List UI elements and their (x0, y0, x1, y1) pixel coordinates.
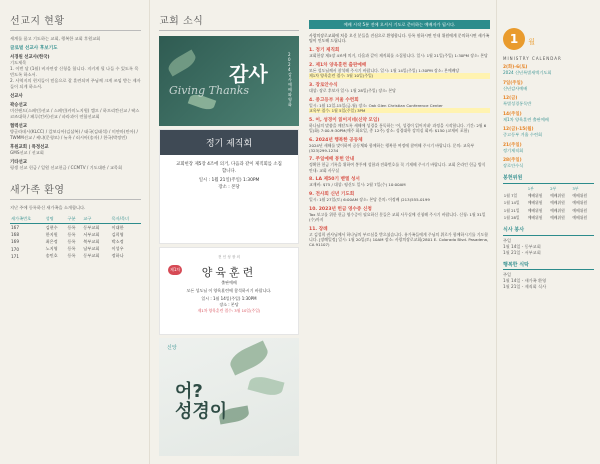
meal-row: 1월 21일 - 서부교회 (503, 249, 541, 255)
table-cell: 서부교회 (83, 231, 100, 237)
mission-entry-body: 1. 이번 달 (1월) 비자연장 신청을 합니다. 지키게 될 나들 수 있도록 목 빈도록 하소서. (10, 66, 139, 77)
announce-item-body: 대상: 장로 후보자 일시: 1월 28일(주일) 장소: 본당 (309, 88, 396, 94)
announce-item-title: 6. 2024년 행복한 공동체 (309, 137, 363, 143)
meal-row: 1월 14일 - 동부교회 (503, 243, 541, 249)
divider (159, 30, 299, 31)
table-cell: 171 (11, 253, 19, 259)
announce-item-title: 1. 정기 제직회 (309, 48, 340, 54)
divider (10, 199, 141, 200)
table-cell: 167 (11, 225, 19, 231)
bible-q2: 성경이 (175, 401, 228, 422)
table-cell: 예배위원 (527, 193, 543, 199)
announce-item (309, 226, 490, 248)
table-cell: 예배위원 (527, 200, 543, 206)
announce-item-body: 교회헌장 제5장 4조에 의거, 다음과 같이 제직회를 소집합니다. 일시: 1월 21일(주일) 1:30PM 장소: 본당 (309, 53, 488, 59)
table-cell: 예배위원 (572, 207, 588, 213)
worship-reminder: 예배 시작 5분 전에 오셔서 기도로 준비하는 예배자가 됩시다. (309, 20, 490, 29)
newcomers-table (10, 215, 141, 260)
announce-item (309, 97, 490, 113)
calendar-item (503, 157, 594, 169)
newcomers-col-header: 성명 (45, 215, 67, 224)
mission-column (0, 0, 150, 464)
calendar-event: 특별성경통독반 (503, 101, 532, 106)
table-cell: 예배위원 (572, 193, 588, 199)
calendar-item (503, 126, 594, 138)
calendar-event: 2024 신년특별새벽기도회 (503, 70, 552, 75)
announce-intro: 사랑의장로교회에 처음 오신 분들을 진심으로 환영합니다. 등록 원하시면 안내 위원에게 문의하시면 새가족 팀이 인도해 드립니다. (309, 33, 490, 44)
mission-entry-head: 서경원 선교사(한국) (10, 55, 50, 60)
council-banner[interactable] (159, 129, 299, 244)
table-cell: 이성우 (111, 246, 124, 252)
service-col-header: 2부 (550, 186, 557, 192)
announce-item-note: 제1차 양육훈련 접수: 3월 10일(주일) (309, 73, 490, 78)
service-title: 봉헌위원 (503, 174, 594, 184)
announce-item-body: 모든 성도님께서 참석해 주시기 바랍니다. 일시: 1월 14일(주일) 1:30PM 장소: 본예배당 (309, 68, 460, 74)
table-cell: 예배위원 (550, 214, 565, 220)
announce-item (309, 191, 490, 202)
meal-sub: 주일 (503, 237, 512, 243)
calendar-item (503, 111, 594, 123)
thanksgiving-banner[interactable] (159, 36, 299, 126)
council-place: 장소 : 본당 (218, 185, 240, 190)
table-cell: 정하나 (111, 253, 124, 259)
announce-item-title: 11. 장례 (309, 226, 328, 232)
calendar-items (503, 64, 594, 169)
announce-item-title: 7. 주일예배 봉헌 안내 (309, 157, 355, 163)
announce-item-title: 2. 제1차 양육훈련 출판예배 (309, 63, 367, 69)
calendar-date: 2(화)-6(토) (503, 65, 528, 70)
table-cell: 예배위원 (527, 207, 543, 213)
calendar-date: 28(주일) (503, 158, 522, 163)
announce-item (309, 206, 490, 222)
table-cell: 1월 28일 (503, 214, 520, 220)
announce-item (309, 176, 490, 187)
month-header (503, 28, 594, 50)
announce-item (309, 137, 490, 153)
mission-entry-body: 기도제목 (10, 60, 27, 65)
announce-item-title: 9. 전사회 신년 기도회 (309, 192, 355, 198)
table-cell: 등록 (67, 253, 76, 259)
announce-item-body: 고 김성희 권사님께서 하나님의 부르심을 받으셨습니다. 유가족들에게 주님의 위로가 함께하시기를 기도합니다. [장례일정] 일시: 1월 20일(토) 10AM 장소: 사랑의장로교회(2801 E. Colorado Blvd. Pasadena, CA 91107) (309, 231, 489, 248)
service-col-header: 3부 (572, 186, 579, 192)
thanksgiving-main: 감사 (229, 62, 268, 86)
training-deadline: 제1차 양육훈련 접수: 3월 10일(주일) (197, 308, 261, 313)
mission-subtitle: 글로벌 선교사 후보기도 (10, 46, 58, 51)
happy-rows (503, 278, 594, 290)
bible-q1: 어? (175, 381, 203, 402)
table-cell: 송민호 (45, 253, 58, 259)
happy-row: 1월 21일 - 제직회 식사 (503, 284, 547, 290)
mission-entry-head: 선교사 (10, 94, 23, 99)
mission-entry-head: 기타선교 (10, 160, 27, 165)
table-row (10, 224, 141, 232)
calendar-event: 정기제직회 (503, 147, 524, 153)
announce-item (309, 47, 490, 58)
calendar-item (503, 95, 594, 107)
training-pill: 제1차 (168, 265, 182, 275)
announce-item-body: 정확한 헌금 기록을 위하여 봉투에 성함과 전화번호를 꼭 기재해 주시기 바랍니다. 교회 온라인 헌금 방식 안내: 교회 사무실 (309, 162, 486, 173)
table-cell: 이대한 (111, 224, 124, 230)
announce-item-body: 2024년 새해를 맞이하여 공동체와 함께하는 행복한 여정에 참여해 주시기 바랍니다. 문의: 교육부 (323)299-1234 (309, 142, 475, 153)
table-cell: 등록 (67, 231, 76, 237)
table-cell: 예배위원 (527, 214, 543, 220)
table-cell: 예배위원 (550, 200, 565, 206)
bible-question (175, 382, 227, 422)
table-cell: 예배위원 (572, 200, 588, 206)
mission-intro: 세계를 품고 기도하는 교회, 행복한 교회 후원교회 (10, 36, 101, 41)
leaf-decoration (248, 374, 285, 398)
training-place: 장소 : 본당 (219, 302, 239, 307)
table-cell: 등록 (67, 246, 76, 252)
announce-item (309, 62, 490, 78)
calendar-date: 21(주일) (503, 142, 522, 148)
training-title: 양육훈련 (201, 266, 257, 279)
announce-items (309, 47, 490, 247)
leaf-decoration (166, 49, 199, 76)
training-banner[interactable] (159, 247, 299, 335)
meal-rows (503, 244, 594, 256)
announce-item-body: 일시: 1월 27일(토) 6:00AM 장소: 본당 문의: 이정배 (213)555-0199 (309, 197, 430, 203)
table-cell: 170 (11, 246, 19, 252)
calendar-heading: MINISTRY CALENDAR (503, 56, 562, 61)
table-cell: 남부교회 (83, 246, 100, 252)
happy-title: 행복한 식탁 (503, 261, 594, 271)
mission-entry-head: 협력선교 (10, 124, 27, 129)
news-column (151, 0, 303, 464)
mission-entry-body: 미션랜드(스페인)선교 / 스페인(카미노지원) 캠프 / 하프리칸선교 / 팍스코즈대학 / 페루(킨카)선교 / 파라과이 연합선교회 (10, 108, 140, 119)
table-cell: 김현수 (45, 224, 58, 230)
mission-entry-body: 방글라데시(KLCC) / 캄보디아(김삼복) / 태국(김태석) / 미얀마(민아) / TWMM선교 / 케냐(문형모) / 뉴욕 / 러시아(송자) / 한국(박정민) (10, 129, 138, 140)
newcomers-intro: 지난 주에 등록하신 새가족을 소개합니다. (10, 205, 86, 210)
table-row (10, 231, 141, 238)
council-title: 정기 제직회 (160, 130, 298, 155)
calendar-date: 12(금)-15(월) (503, 127, 534, 132)
training-body: 모든 성도님 이 양육훈련에 참석하시기 바랍니다. (186, 288, 272, 293)
council-body: 교회헌장 제5장 4조에 의거, 다음과 같이 제직회를 소집합니다. (176, 162, 282, 174)
calendar-event: 중고등부 겨울 수련회 (503, 132, 543, 137)
month-number: 1 (503, 28, 525, 50)
table-cell: 한지원 (45, 231, 58, 237)
table-cell: 예배위원 (550, 207, 565, 213)
announce-item-body: 일시: 1월 12일-15일(금-월) 장소: Oak Glen Christian Conference Center (309, 102, 443, 108)
mission-entry-head: 곽승선교 (10, 103, 27, 108)
newcomers-title: 새가족 환영 (10, 185, 65, 196)
table-cell: 등록 (67, 238, 76, 244)
table-cell: 예배위원 (550, 193, 565, 199)
divider (10, 30, 141, 31)
announce-item-title: 4. 중고등부 겨울 수련회 (309, 97, 359, 103)
table-row (503, 200, 594, 207)
mission-entry-body: GMS선교 / 선교회 (10, 150, 44, 155)
calendar-event: 제1차 양육훈련 출판예배 (503, 116, 549, 122)
council-date: 일시 : 1월 21일(주일) 1:30PM (198, 178, 260, 183)
table-cell: 168 (11, 232, 19, 238)
mission-title: 선교지 현황 (10, 16, 65, 27)
table-row (10, 238, 141, 245)
table-cell: 등록 (67, 224, 76, 230)
table-cell: 동부교회 (83, 253, 100, 259)
mission-entry-body: 평생 선교 헌금 / 일원 선교헌금 / CCMTV / 기도대관 / 교목회 (10, 165, 123, 170)
table-cell: 박소정 (111, 238, 124, 244)
calendar-item (503, 80, 594, 92)
announcements-column (303, 0, 496, 464)
table-cell: 김희영 (111, 231, 124, 237)
meal-title: 식사 봉사 (503, 226, 594, 236)
newcomers-col-header: 새가족번호 (10, 215, 45, 224)
calendar-item (503, 64, 594, 76)
table-cell: 1월 14일 (503, 200, 520, 206)
table-cell: 예배위원 (572, 214, 588, 220)
thanksgiving-english: Giving Thanks (169, 84, 250, 97)
table-row (503, 193, 594, 200)
calendar-date: 14(주일) (503, 111, 522, 117)
table-cell: 1월 7일 (503, 193, 518, 199)
table-cell: 1월 21일 (503, 207, 520, 213)
happy-row: 1월 14일 - 새가족 환영 (503, 278, 547, 284)
calendar-event: 장로안수식 (503, 163, 524, 168)
announce-item (309, 156, 490, 172)
announce-item-title: 5. 어, 성경이 읽어지네(신약 모임) (309, 117, 380, 123)
mission-entry-body: 2. 사역지의 현지들이 믿음으로 잘 훈련되며 주님께 크게 쓰임 받는 제자들이 되게 하소서. (10, 78, 141, 89)
newcomers-col-header: 교구 (82, 215, 110, 224)
announce-item (309, 82, 490, 93)
calendar-event: 신년감사예배 (503, 85, 528, 91)
table-row (503, 214, 594, 221)
table-row (10, 246, 141, 253)
table-cell: 169 (11, 239, 19, 245)
mission-entry-head: 후원교회 | 특정선교 (10, 145, 49, 150)
announce-item-body: Tax 보고를 위한 헌금 영수증이 필요하신 분들은 교회 사무실에 신청해 주시기 바랍니다. 신청: 1월 31일(수)까지 (309, 211, 486, 222)
calendar-date: 12(금) (503, 96, 518, 101)
calendar-column (496, 0, 600, 464)
table-cell: 동부교회 (83, 224, 100, 230)
newcomers-col-header: 구분 (67, 215, 83, 224)
announce-item-title: 3. 장로안수식 (309, 83, 338, 89)
table-cell: 최은정 (45, 238, 58, 244)
announce-item-body: 교재비: $75 / 대상: 평신도 일시: 2월 7일(수) 10:00AM (309, 182, 406, 188)
table-row (503, 207, 594, 214)
training-date: 일시 : 1월 14일(주일) 1:30PM (201, 296, 257, 301)
bible-label: 신앙 (167, 345, 177, 351)
training-note: 출판예배 (221, 280, 237, 285)
calendar-date: 7일(주일) (503, 80, 523, 86)
month-label: 월 (528, 38, 536, 46)
newcomers-col-header: 목자/목녀 (111, 215, 142, 224)
service-col-header (503, 186, 527, 193)
training-sub: 전 인 성 장 의 (218, 255, 240, 259)
announce-item-title: 10. 2023년 헌금 영수증 신청 (309, 206, 372, 212)
table-cell: 북부교회 (83, 238, 100, 244)
announce-item-title: 8. LA 제50기 벧엘 성서 (309, 177, 360, 183)
table-row (10, 253, 141, 260)
leaf-decoration (227, 340, 272, 375)
table-cell: 노지영 (45, 246, 58, 252)
announce-item (309, 117, 490, 133)
announce-item-note: 교육부 접수: 1월 5일(주일) 3PM (309, 108, 490, 113)
service-table (503, 186, 594, 222)
announce-item-body: 하나님의 말씀을 깨닫도록 새해에 성경을 통독하는 '어, 성경이 읽어지네' 과정을 시작합니다. 기간: 2월 6일(화) 7:00-9:30PM(매주 화요일, 총 12주) 장소: 성경대학 강의실 회비: $150 (교재비 포함) (309, 122, 487, 133)
news-title: 교회 소식 (159, 16, 204, 27)
service-col-header: 1부 (527, 186, 534, 192)
bible-banner[interactable] (159, 338, 299, 456)
calendar-item (503, 142, 594, 154)
happy-sub: 주일 (503, 272, 512, 278)
mission-entries (10, 54, 141, 171)
thanksgiving-side: 2024 감사예배와 영화 (288, 52, 292, 107)
